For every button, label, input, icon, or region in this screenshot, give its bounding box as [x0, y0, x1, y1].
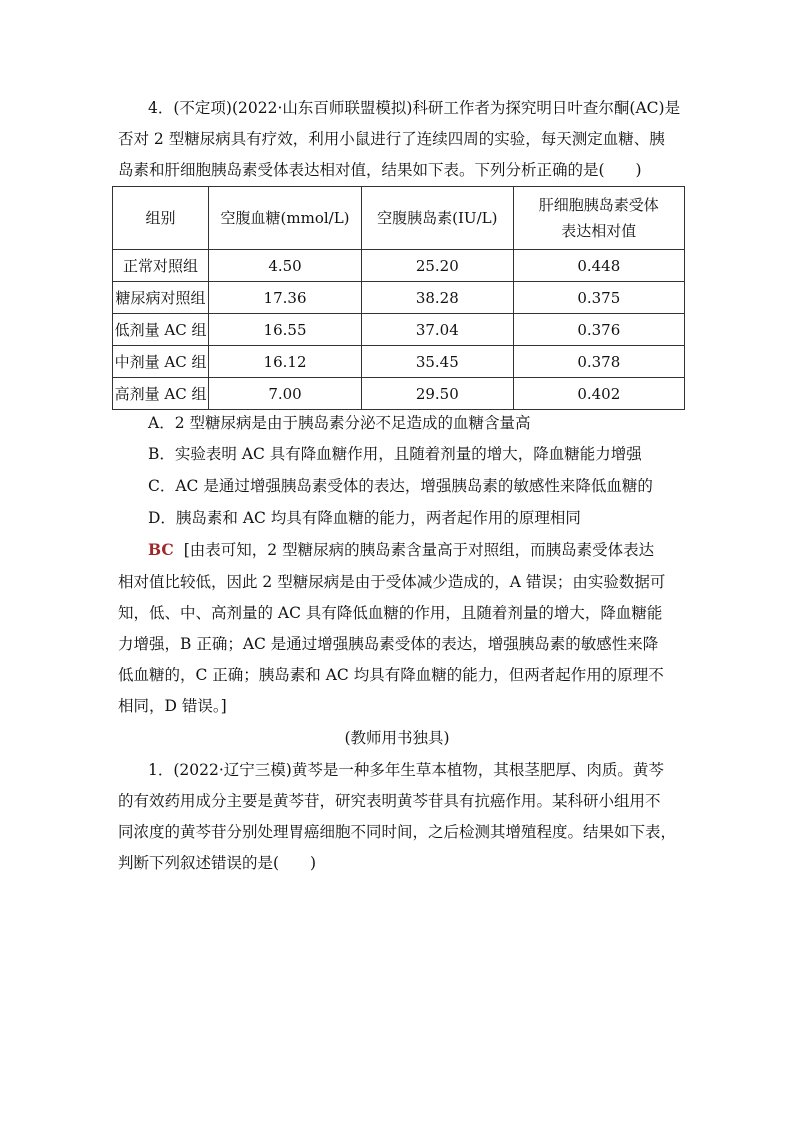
cell-insulin: 29.50 [361, 378, 513, 410]
cell-glucose: 17.36 [209, 282, 362, 314]
question-4-line-3: 岛素和肝细胞胰岛素受体表达相对值，结果如下表。下列分析正确的是( ) [118, 161, 642, 179]
cell-group: 低剂量 AC 组 [113, 314, 209, 346]
header-group: 组别 [113, 187, 209, 250]
cell-receptor: 0.448 [513, 250, 684, 282]
header-receptor-expression [513, 187, 684, 250]
cell-receptor: 0.402 [513, 378, 684, 410]
option-d: D．胰岛素和 AC 均具有降血糖的能力，两者起作用的原理相同 [148, 509, 581, 527]
cell-insulin: 35.45 [361, 346, 513, 378]
answer-line-1 [148, 540, 708, 560]
table-row [113, 378, 685, 410]
question-4-line-1: 4．(不定项)(2022·山东百师联盟模拟)科研工作者为探究明日叶查尔酮(AC)是 [148, 99, 681, 117]
header-fasting-glucose: 空腹血糖(mmol/L) [209, 187, 362, 250]
answer-explanation-start: [由表可知，2 型糖尿病的胰岛素含量高于对照组，而胰岛素受体表达 [183, 541, 655, 559]
cell-glucose: 4.50 [209, 250, 362, 282]
answer-line-2: 相对值比较低，因此 2 型糖尿病是由于受体减少造成的，A 错误；由实验数据可 [118, 573, 666, 591]
table-row [113, 314, 685, 346]
header-receptor-line-1: 肝细胞胰岛素受体 [538, 196, 659, 214]
answer-line-5: 低血糖的，C 正确；胰岛素和 AC 均具有降血糖的能力，但两者起作用的原理不 [118, 666, 664, 684]
option-b: B．实验表明 AC 具有降血糖作用，且随着剂量的增大，降血糖能力增强 [148, 445, 642, 463]
option-c: C．AC 是通过增强胰岛素受体的表达，增强胰岛素的敏感性来降低血糖的 [148, 477, 653, 495]
question-1-line-4: 判断下列叙述错误的是( ) [118, 854, 317, 872]
cell-receptor: 0.376 [513, 314, 684, 346]
table-row [113, 282, 685, 314]
answer-line-3: 知，低、中、高剂量的 AC 具有降低血糖的作用，且随着剂量的增大，降血糖能 [118, 604, 663, 622]
header-fasting-insulin: 空腹胰岛素(IU/L) [361, 187, 513, 250]
cell-group: 糖尿病对照组 [113, 282, 209, 314]
question-1-line-1: 1．(2022·辽宁三模)黄芩是一种多年生草本植物，其根茎肥厚、肉质。黄芩 [148, 761, 664, 779]
cell-group: 正常对照组 [113, 250, 209, 282]
answer-line-6: 相同，D 错误。] [118, 697, 227, 715]
header-receptor-line-2: 表达相对值 [561, 222, 637, 240]
cell-group: 中剂量 AC 组 [113, 346, 209, 378]
answer-line-4: 力增强，B 正确；AC 是通过增强胰岛素受体的表达，增强胰岛素的敏感性来降 [118, 635, 659, 653]
question-4-line-2: 否对 2 型糖尿病具有疗效，利用小鼠进行了连续四周的实验，每天测定血糖、胰 [118, 130, 665, 148]
table-row [113, 346, 685, 378]
cell-glucose: 16.12 [209, 346, 362, 378]
cell-group: 高剂量 AC 组 [113, 378, 209, 410]
option-a: A．2 型糖尿病是由于胰岛素分泌不足造成的血糖含量高 [148, 414, 531, 432]
cell-glucose: 16.55 [209, 314, 362, 346]
table-row [113, 250, 685, 282]
cell-insulin: 37.04 [361, 314, 513, 346]
table-header-row [113, 187, 685, 250]
results-table [112, 186, 685, 410]
cell-glucose: 7.00 [209, 378, 362, 410]
question-1-line-3: 同浓度的黄芩苷分别处理胃癌细胞不同时间，之后检测其增殖程度。结果如下表， [118, 823, 677, 841]
section-title: (教师用书独具) [344, 729, 450, 747]
cell-receptor: 0.378 [513, 346, 684, 378]
cell-receptor: 0.375 [513, 282, 684, 314]
question-1-line-2: 的有效药用成分主要是黄芩苷，研究表明黄芩苷具有抗癌作用。某科研小组用不 [118, 792, 661, 810]
answer-letters: BC [148, 540, 174, 559]
cell-insulin: 38.28 [361, 282, 513, 314]
cell-insulin: 25.20 [361, 250, 513, 282]
